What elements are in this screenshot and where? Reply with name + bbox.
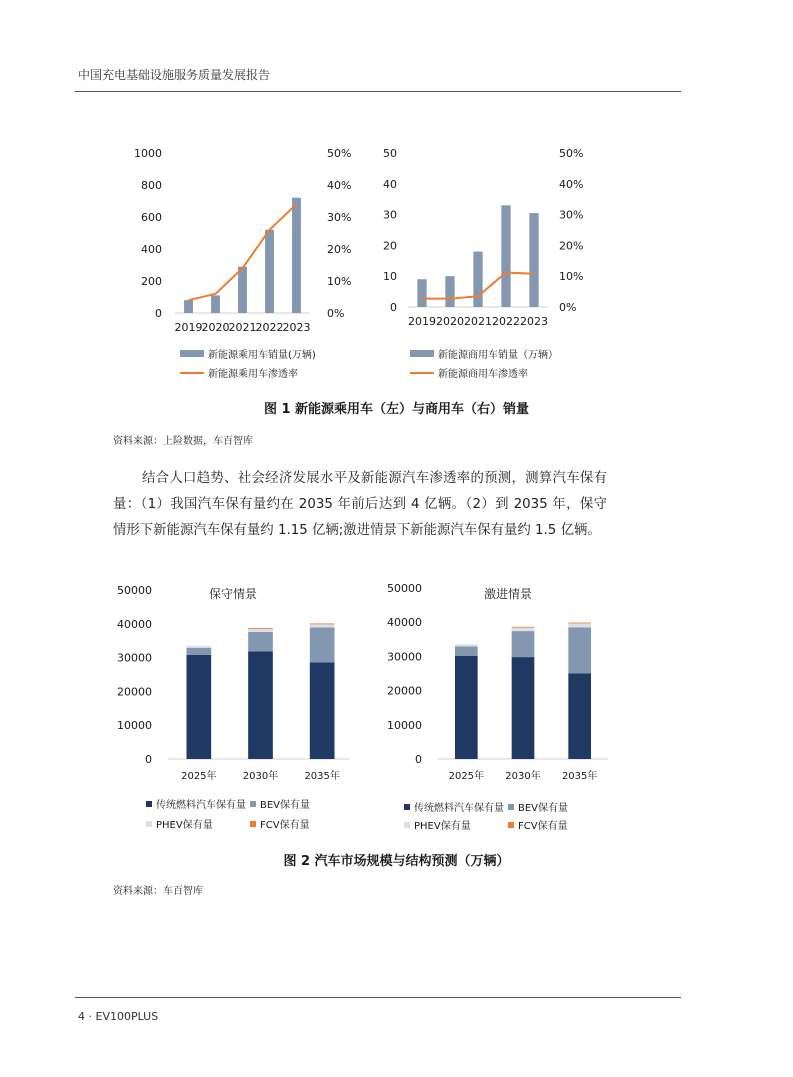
legend-label: PHEV保有量 bbox=[156, 820, 213, 831]
figure-1-source: 资料来源：上险数据，车百智库 bbox=[113, 436, 253, 447]
legend-swatch-line bbox=[180, 372, 204, 374]
bar-segment-2025年-2 bbox=[187, 646, 212, 648]
y-tick-label: 50 bbox=[383, 147, 397, 160]
x-tick-label: 2025年 bbox=[448, 771, 485, 782]
legend-item-bev bbox=[508, 799, 568, 814]
legend-label: FCV保有量 bbox=[518, 821, 568, 832]
body-paragraph: 结合人口趋势、社会经济发展水平及新能源汽车渗透率的预测，测算汽车保有量：（1）我国汽车保有量约在 2035 年前后达到 4 亿辆。（2）到 2035 年，保守情形下新能源汽车保有量约 1.15 亿辆;激进情景下新能源汽车保有量约 1.5 亿辆。 bbox=[113, 471, 607, 538]
legend-item-phev bbox=[146, 816, 213, 831]
legend-label: FCV保有量 bbox=[260, 820, 310, 831]
y-tick-label: 800 bbox=[141, 179, 162, 192]
legend-item-passenger-rate bbox=[180, 365, 298, 380]
x-tick-label: 2030年 bbox=[242, 771, 279, 782]
bar-2020 bbox=[445, 276, 454, 307]
bar-segment-2035年-2 bbox=[310, 624, 335, 628]
y-tick-label: 10000 bbox=[387, 718, 422, 732]
bar-segment-2030年-1 bbox=[248, 632, 273, 652]
y2-tick-label: 40% bbox=[327, 179, 352, 192]
legend-item-passenger-sales bbox=[180, 346, 316, 361]
x-tick-label: 2023 bbox=[282, 321, 311, 334]
chart-title: 激进情景 bbox=[483, 587, 533, 601]
figure-1-caption: 图 1 新能源乘用车（左）与商用车（右）销量 bbox=[263, 402, 530, 417]
y-tick-label: 40000 bbox=[117, 617, 152, 631]
header-rule bbox=[75, 91, 681, 92]
bar-segment-2035年-1 bbox=[568, 627, 591, 673]
chart-title: 保守情景 bbox=[208, 587, 258, 601]
y-tick-label: 30000 bbox=[117, 651, 152, 665]
bar-segment-2030年-3 bbox=[248, 628, 273, 629]
bar-2020 bbox=[211, 295, 220, 313]
legend-swatch-line bbox=[410, 372, 434, 374]
bar-segment-2030年-1 bbox=[512, 631, 535, 657]
legend-swatch-bev bbox=[508, 804, 514, 810]
bar-segment-2035年-0 bbox=[568, 674, 591, 760]
y-tick-label: 20000 bbox=[387, 684, 422, 698]
bar-2023 bbox=[529, 213, 538, 307]
legend-item-bev bbox=[250, 796, 310, 811]
y2-tick-label: 10% bbox=[559, 270, 584, 284]
bar-2019 bbox=[184, 300, 193, 313]
y2-tick-label: 20% bbox=[559, 239, 584, 253]
bar-segment-2035年-3 bbox=[310, 623, 335, 624]
x-tick-label: 2021 bbox=[464, 315, 492, 328]
bar-2021 bbox=[238, 267, 247, 313]
y-tick-label: 20 bbox=[383, 239, 397, 253]
x-tick-label: 2022 bbox=[492, 315, 520, 328]
y-tick-label: 400 bbox=[141, 243, 162, 256]
y-tick-label: 0 bbox=[415, 753, 422, 766]
y-tick-label: 200 bbox=[141, 275, 162, 288]
legend-label: 新能源乘用车渗透率 bbox=[208, 369, 298, 380]
y2-tick-label: 20% bbox=[327, 243, 352, 256]
bar-2022 bbox=[501, 205, 510, 307]
y-tick-label: 0 bbox=[390, 301, 397, 314]
bar-2021 bbox=[473, 252, 482, 307]
x-tick-label: 2021 bbox=[228, 321, 257, 334]
footer-rule bbox=[75, 997, 681, 998]
bar-segment-2025年-1 bbox=[187, 648, 212, 655]
y-tick-label: 50000 bbox=[117, 584, 152, 597]
legend-swatch-phev bbox=[404, 822, 410, 828]
bar-2023 bbox=[292, 198, 301, 313]
x-tick-label: 2025年 bbox=[181, 771, 217, 782]
y-tick-label: 30 bbox=[383, 208, 397, 222]
aggressive-scenario-chart bbox=[385, 578, 620, 783]
legend-swatch-fcv bbox=[250, 821, 256, 827]
bar-segment-2035年-3 bbox=[568, 623, 591, 624]
bar-2019 bbox=[417, 279, 426, 307]
legend-item-ice bbox=[404, 799, 504, 814]
bar-segment-2025年-0 bbox=[187, 655, 212, 759]
x-tick-label: 2023 bbox=[520, 315, 548, 328]
legend-label: BEV保有量 bbox=[260, 800, 311, 811]
legend-swatch-bar bbox=[180, 350, 204, 357]
legend-swatch-fcv bbox=[508, 822, 514, 828]
bar-segment-2030年-0 bbox=[248, 652, 273, 759]
page-footer: 4 · EV100PLUS bbox=[78, 1010, 159, 1023]
legend-label: 新能源商用车销量（万辆） bbox=[438, 350, 558, 361]
y-tick-label: 20000 bbox=[117, 685, 152, 699]
y2-tick-label: 50% bbox=[327, 147, 352, 160]
legend-label: BEV保有量 bbox=[518, 803, 569, 814]
y2-tick-label: 40% bbox=[559, 177, 584, 191]
bar-2022 bbox=[265, 230, 274, 313]
x-tick-label: 2019 bbox=[174, 321, 203, 334]
legend-item-phev bbox=[404, 817, 471, 832]
x-tick-label: 2035年 bbox=[561, 771, 598, 782]
legend-swatch-ice bbox=[146, 801, 152, 807]
y-tick-label: 30000 bbox=[387, 650, 422, 664]
y-tick-label: 40 bbox=[383, 177, 397, 191]
bar-segment-2030年-0 bbox=[512, 657, 535, 759]
conservative-scenario-chart bbox=[115, 578, 350, 783]
y2-tick-label: 0% bbox=[327, 307, 345, 320]
legend-swatch-ice bbox=[404, 804, 410, 810]
legend-label: PHEV保有量 bbox=[414, 821, 471, 832]
figure-2-source: 资料来源：车百智库 bbox=[113, 886, 203, 897]
y-tick-label: 600 bbox=[141, 211, 162, 224]
x-tick-label: 2020 bbox=[201, 321, 230, 334]
legend-item-ice bbox=[146, 796, 246, 811]
legend-item-commercial-sales bbox=[410, 346, 558, 361]
y-tick-label: 0 bbox=[155, 307, 162, 320]
figure-2-caption: 图 2 汽车市场规模与结构预测（万辆） bbox=[283, 854, 510, 869]
y-tick-label: 40000 bbox=[387, 616, 422, 630]
bar-segment-2030年-3 bbox=[512, 627, 535, 628]
y2-tick-label: 10% bbox=[327, 275, 352, 288]
legend-swatch-bar bbox=[410, 350, 434, 357]
x-tick-label: 2020 bbox=[436, 315, 464, 328]
y-tick-label: 50000 bbox=[387, 582, 422, 595]
y2-tick-label: 0% bbox=[559, 301, 577, 314]
y2-tick-label: 30% bbox=[327, 211, 352, 224]
legend-swatch-bev bbox=[250, 801, 256, 807]
y-tick-label: 10 bbox=[383, 270, 397, 284]
x-tick-label: 2019 bbox=[408, 315, 436, 328]
bar-segment-2025年-0 bbox=[455, 656, 478, 759]
y2-tick-label: 30% bbox=[559, 208, 584, 222]
bar-segment-2025年-2 bbox=[455, 644, 478, 646]
legend-item-fcv bbox=[250, 816, 310, 831]
legend-label: 新能源乘用车销量(万辆) bbox=[208, 350, 316, 361]
y-tick-label: 0 bbox=[145, 753, 152, 766]
running-header-title: 中国充电基础设施服务质量发展报告 bbox=[78, 68, 271, 82]
bar-segment-2035年-0 bbox=[310, 662, 335, 759]
y-tick-label: 10000 bbox=[117, 719, 152, 733]
bar-segment-2035年-1 bbox=[310, 628, 335, 663]
legend-item-fcv bbox=[508, 817, 568, 832]
x-tick-label: 2022 bbox=[255, 321, 284, 334]
x-tick-label: 2030年 bbox=[505, 771, 541, 782]
y-tick-label: 1000 bbox=[134, 147, 162, 160]
legend-swatch-phev bbox=[146, 821, 152, 827]
bar-segment-2025年-1 bbox=[455, 646, 478, 655]
bar-segment-2035年-2 bbox=[568, 623, 591, 627]
legend-label: 新能源商用车渗透率 bbox=[438, 369, 528, 380]
y2-tick-label: 50% bbox=[559, 147, 584, 160]
legend-label: 传统燃料汽车保有量 bbox=[156, 800, 246, 811]
legend-label: 传统燃料汽车保有量 bbox=[414, 803, 504, 814]
legend-item-commercial-rate bbox=[410, 365, 528, 380]
x-tick-label: 2035年 bbox=[304, 771, 340, 782]
